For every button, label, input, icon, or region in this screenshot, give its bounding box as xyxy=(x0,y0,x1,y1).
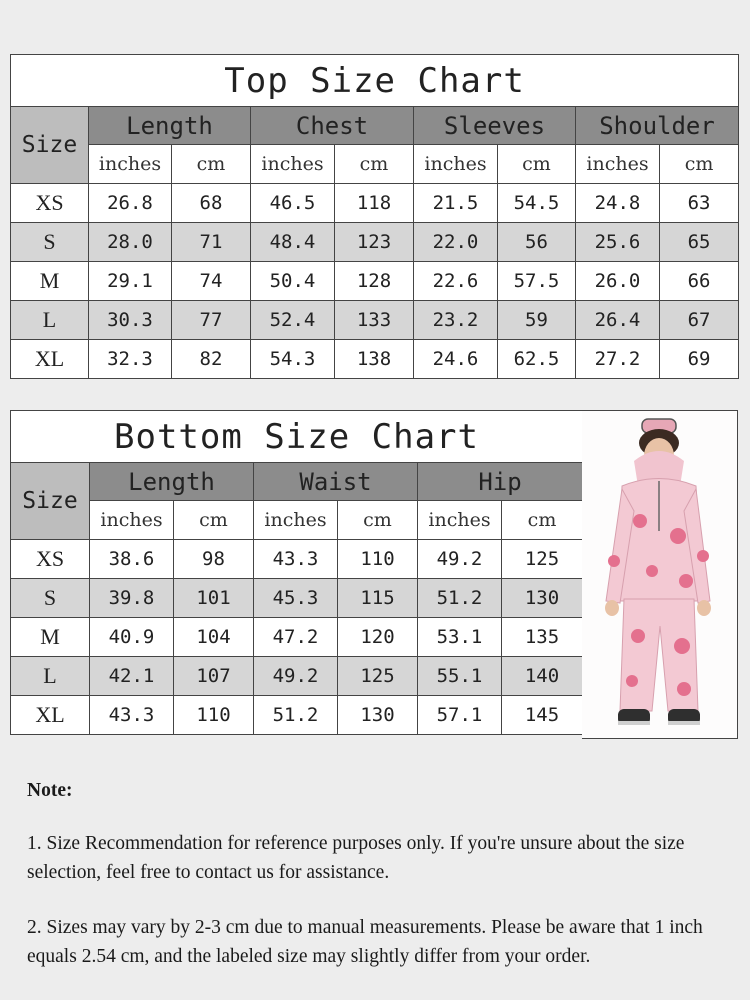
bottom-unit-cm: cm xyxy=(338,501,418,540)
bottom-unit-cm: cm xyxy=(502,501,583,540)
top-unit-cm: cm xyxy=(172,145,251,184)
value-cell: 133 xyxy=(335,301,414,340)
size-cell: S xyxy=(11,223,89,262)
value-cell: 48.4 xyxy=(251,223,335,262)
value-cell: 130 xyxy=(502,579,583,618)
value-cell: 69 xyxy=(660,340,739,379)
top-unit-cm: cm xyxy=(660,145,739,184)
size-cell: XS xyxy=(11,184,89,223)
table-row xyxy=(11,579,583,618)
value-cell: 145 xyxy=(502,696,583,735)
value-cell: 38.6 xyxy=(90,540,174,579)
value-cell: 26.0 xyxy=(576,262,660,301)
value-cell: 28.0 xyxy=(89,223,172,262)
value-cell: 66 xyxy=(660,262,739,301)
value-cell: 98 xyxy=(174,540,254,579)
size-cell: L xyxy=(11,301,89,340)
value-cell: 138 xyxy=(335,340,414,379)
value-cell: 47.2 xyxy=(254,618,338,657)
value-cell: 82 xyxy=(172,340,251,379)
bottom-unit-inches: inches xyxy=(254,501,338,540)
top-unit-inches: inches xyxy=(89,145,172,184)
top-size-header: Size xyxy=(11,107,89,184)
value-cell: 49.2 xyxy=(254,657,338,696)
model-illustration xyxy=(582,411,737,738)
value-cell: 125 xyxy=(338,657,418,696)
value-cell: 55.1 xyxy=(418,657,502,696)
value-cell: 43.3 xyxy=(90,696,174,735)
bottom-unit-inches: inches xyxy=(418,501,502,540)
top-group-sleeves: Sleeves xyxy=(414,107,576,145)
value-cell: 45.3 xyxy=(254,579,338,618)
value-cell: 128 xyxy=(335,262,414,301)
notes-heading: Note: xyxy=(27,780,73,801)
value-cell: 24.6 xyxy=(414,340,498,379)
bottom-unit-inches: inches xyxy=(90,501,174,540)
value-cell: 26.8 xyxy=(89,184,172,223)
table-row xyxy=(11,262,739,301)
value-cell: 71 xyxy=(172,223,251,262)
value-cell: 51.2 xyxy=(254,696,338,735)
value-cell: 57.1 xyxy=(418,696,502,735)
top-unit-inches: inches xyxy=(576,145,660,184)
value-cell: 67 xyxy=(660,301,739,340)
top-chart-title: Top Size Chart xyxy=(11,55,739,107)
value-cell: 24.8 xyxy=(576,184,660,223)
value-cell: 63 xyxy=(660,184,739,223)
value-cell: 123 xyxy=(335,223,414,262)
size-cell: S xyxy=(11,579,90,618)
value-cell: 22.0 xyxy=(414,223,498,262)
value-cell: 32.3 xyxy=(89,340,172,379)
size-cell: L xyxy=(11,657,90,696)
table-row xyxy=(11,301,739,340)
value-cell: 110 xyxy=(174,696,254,735)
table-row xyxy=(11,340,739,379)
bottom-size-chart xyxy=(10,410,583,735)
top-unit-inches: inches xyxy=(251,145,335,184)
value-cell: 39.8 xyxy=(90,579,174,618)
value-cell: 65 xyxy=(660,223,739,262)
value-cell: 29.1 xyxy=(89,262,172,301)
value-cell: 42.1 xyxy=(90,657,174,696)
value-cell: 125 xyxy=(502,540,583,579)
value-cell: 50.4 xyxy=(251,262,335,301)
value-cell: 51.2 xyxy=(418,579,502,618)
value-cell: 110 xyxy=(338,540,418,579)
note-item: 1. Size Recommendation for reference purposes only. If you're unsure about the size selection, feel free to contact us for assistance. xyxy=(27,833,685,883)
table-row xyxy=(11,696,583,735)
bottom-group-length: Length xyxy=(90,463,254,501)
value-cell: 27.2 xyxy=(576,340,660,379)
value-cell: 120 xyxy=(338,618,418,657)
value-cell: 118 xyxy=(335,184,414,223)
value-cell: 104 xyxy=(174,618,254,657)
value-cell: 40.9 xyxy=(90,618,174,657)
value-cell: 23.2 xyxy=(414,301,498,340)
value-cell: 135 xyxy=(502,618,583,657)
top-group-shoulder: Shoulder xyxy=(576,107,739,145)
top-unit-cm: cm xyxy=(335,145,414,184)
notes-section xyxy=(27,776,727,997)
value-cell: 43.3 xyxy=(254,540,338,579)
value-cell: 54.3 xyxy=(251,340,335,379)
value-cell: 46.5 xyxy=(251,184,335,223)
table-row xyxy=(11,540,583,579)
value-cell: 56 xyxy=(498,223,576,262)
value-cell: 57.5 xyxy=(498,262,576,301)
top-group-length: Length xyxy=(89,107,251,145)
size-cell: XL xyxy=(11,696,90,735)
value-cell: 77 xyxy=(172,301,251,340)
value-cell: 68 xyxy=(172,184,251,223)
bottom-size-header: Size xyxy=(11,463,90,540)
size-cell: XL xyxy=(11,340,89,379)
note-item: 2. Sizes may vary by 2-3 cm due to manual measurements. Please be aware that 1 inch equals 2.54 cm, and the labeled size may slightly differ from your order. xyxy=(27,917,703,967)
value-cell: 22.6 xyxy=(414,262,498,301)
bottom-unit-cm: cm xyxy=(174,501,254,540)
table-row xyxy=(11,223,739,262)
top-unit-cm: cm xyxy=(498,145,576,184)
value-cell: 25.6 xyxy=(576,223,660,262)
top-size-chart xyxy=(10,54,739,379)
value-cell: 49.2 xyxy=(418,540,502,579)
value-cell: 62.5 xyxy=(498,340,576,379)
value-cell: 140 xyxy=(502,657,583,696)
bottom-group-waist: Waist xyxy=(254,463,418,501)
table-row xyxy=(11,657,583,696)
bottom-group-hip: Hip xyxy=(418,463,583,501)
value-cell: 26.4 xyxy=(576,301,660,340)
size-cell: XS xyxy=(11,540,90,579)
value-cell: 30.3 xyxy=(89,301,172,340)
bottom-chart-title: Bottom Size Chart xyxy=(11,411,583,463)
value-cell: 115 xyxy=(338,579,418,618)
table-row xyxy=(11,184,739,223)
size-cell: M xyxy=(11,262,89,301)
value-cell: 107 xyxy=(174,657,254,696)
model-photo xyxy=(582,410,738,739)
value-cell: 101 xyxy=(174,579,254,618)
value-cell: 54.5 xyxy=(498,184,576,223)
top-group-chest: Chest xyxy=(251,107,414,145)
value-cell: 59 xyxy=(498,301,576,340)
value-cell: 21.5 xyxy=(414,184,498,223)
value-cell: 52.4 xyxy=(251,301,335,340)
top-unit-inches: inches xyxy=(414,145,498,184)
size-cell: M xyxy=(11,618,90,657)
value-cell: 130 xyxy=(338,696,418,735)
table-row xyxy=(11,618,583,657)
value-cell: 53.1 xyxy=(418,618,502,657)
value-cell: 74 xyxy=(172,262,251,301)
